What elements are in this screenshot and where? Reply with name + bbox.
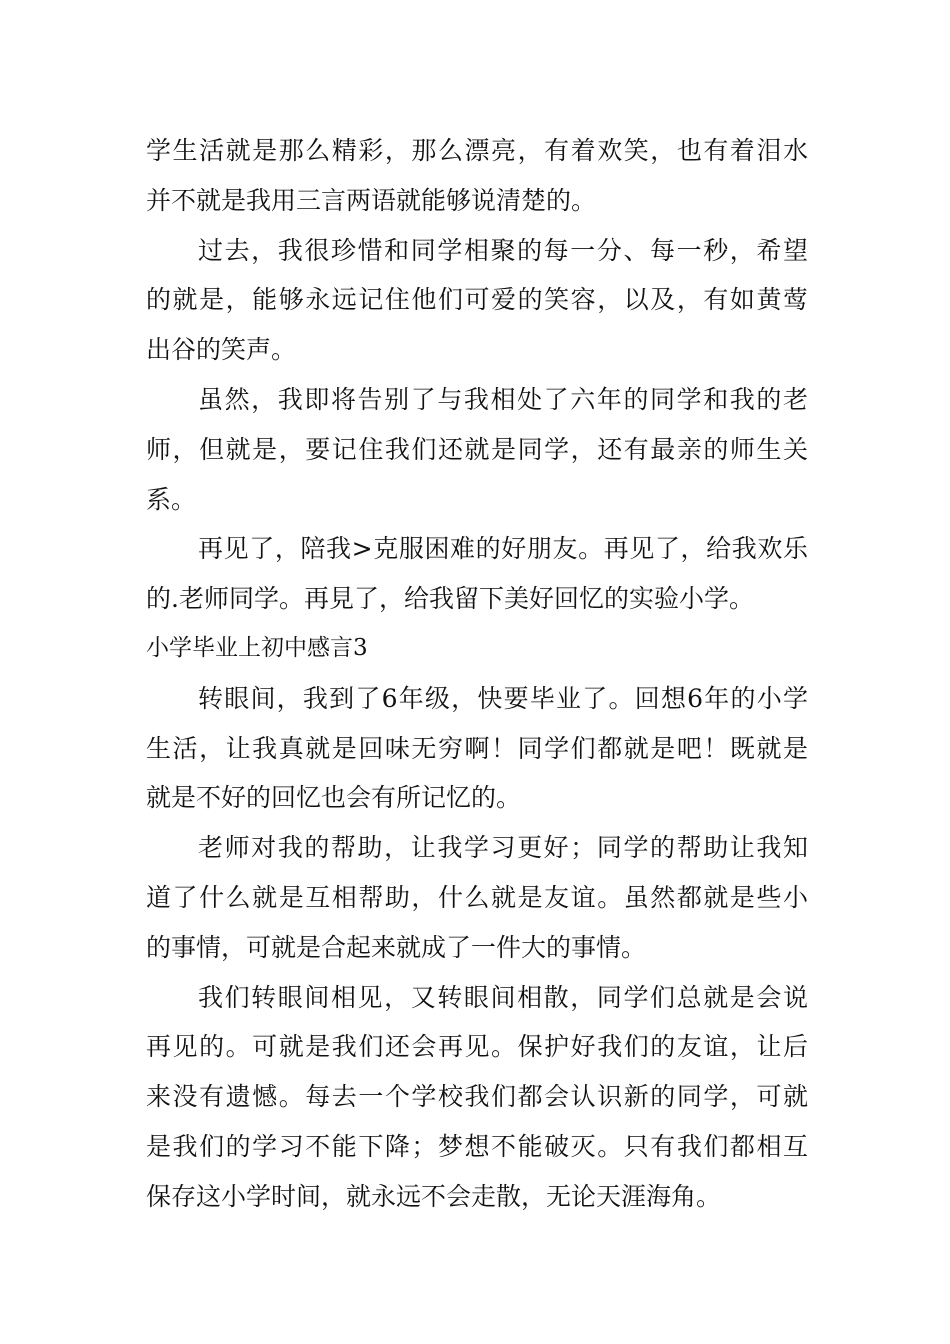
- text-line: 的.老师同学。再見了，给我留下美好回忆的实验小学。: [146, 584, 754, 614]
- paragraph: [146, 674, 808, 823]
- text-line: 我们转眼间相见，又转眼间相散，同学们总就是会说: [198, 982, 808, 1012]
- text-line: 虽然，我即将告别了与我相处了六年的同学和我的老: [198, 384, 808, 414]
- paragraph: [146, 126, 808, 226]
- text-line: 的就是，能够永远记住他们可爱的笑容，以及，有如黄莺: [146, 285, 808, 315]
- text-line: 保存这小学时间，就永远不会走散，无论天涯海角。: [146, 1181, 722, 1211]
- paragraph: [146, 823, 808, 972]
- text-line: 老师对我的帮助，让我学习更好；同学的帮助让我知: [198, 833, 808, 863]
- text-line: 的事情，可就是合起来就成了一件大的事情。: [146, 932, 647, 962]
- paragraph: [146, 973, 808, 1222]
- document-body: [146, 126, 808, 1222]
- text-line: 就是不好的回忆也会有所记忆的。: [146, 783, 522, 813]
- text-line: 并不就是我用三言两语就能够说清楚的。: [146, 185, 597, 215]
- text-line: 学生活就是那么精彩，那么漂亮，有着欢笑，也有着泪水: [146, 136, 808, 165]
- paragraph: [146, 375, 808, 524]
- text-line: 是我们的学习不能下降；梦想不能破灭。只有我们都相互: [146, 1131, 808, 1161]
- text-line: 出谷的笑声。: [146, 335, 297, 365]
- text-line: 生活，让我真就是回味无穷啊！同学们都就是吧！既就是: [146, 733, 808, 763]
- text-line: 道了什么就是互相帮助，什么就是友谊。虽然都就是些小: [146, 882, 808, 912]
- text-line: 过去，我很珍惜和同学相聚的每一分、每一秒，希望: [198, 235, 808, 265]
- paragraph: [146, 226, 808, 375]
- text-line: 转眼间，我到了6年级，快要毕业了。回想6年的小学: [198, 683, 808, 713]
- section-heading: 小学毕业上初中感言3: [146, 634, 368, 661]
- text-line: 再见了，陪我>克服困难的好朋友。再见了，给我欢乐: [198, 534, 808, 564]
- paragraph: [146, 524, 808, 624]
- text-line: 师，但就是，要记住我们还就是同学，还有最亲的师生关: [146, 434, 808, 464]
- text-line: 来没有遗憾。每去一个学校我们都会认识新的同学，可就: [146, 1082, 808, 1112]
- text-line: 系。: [146, 484, 197, 514]
- text-line: 再见的。可就是我们还会再见。保护好我们的友谊，让后: [146, 1032, 808, 1062]
